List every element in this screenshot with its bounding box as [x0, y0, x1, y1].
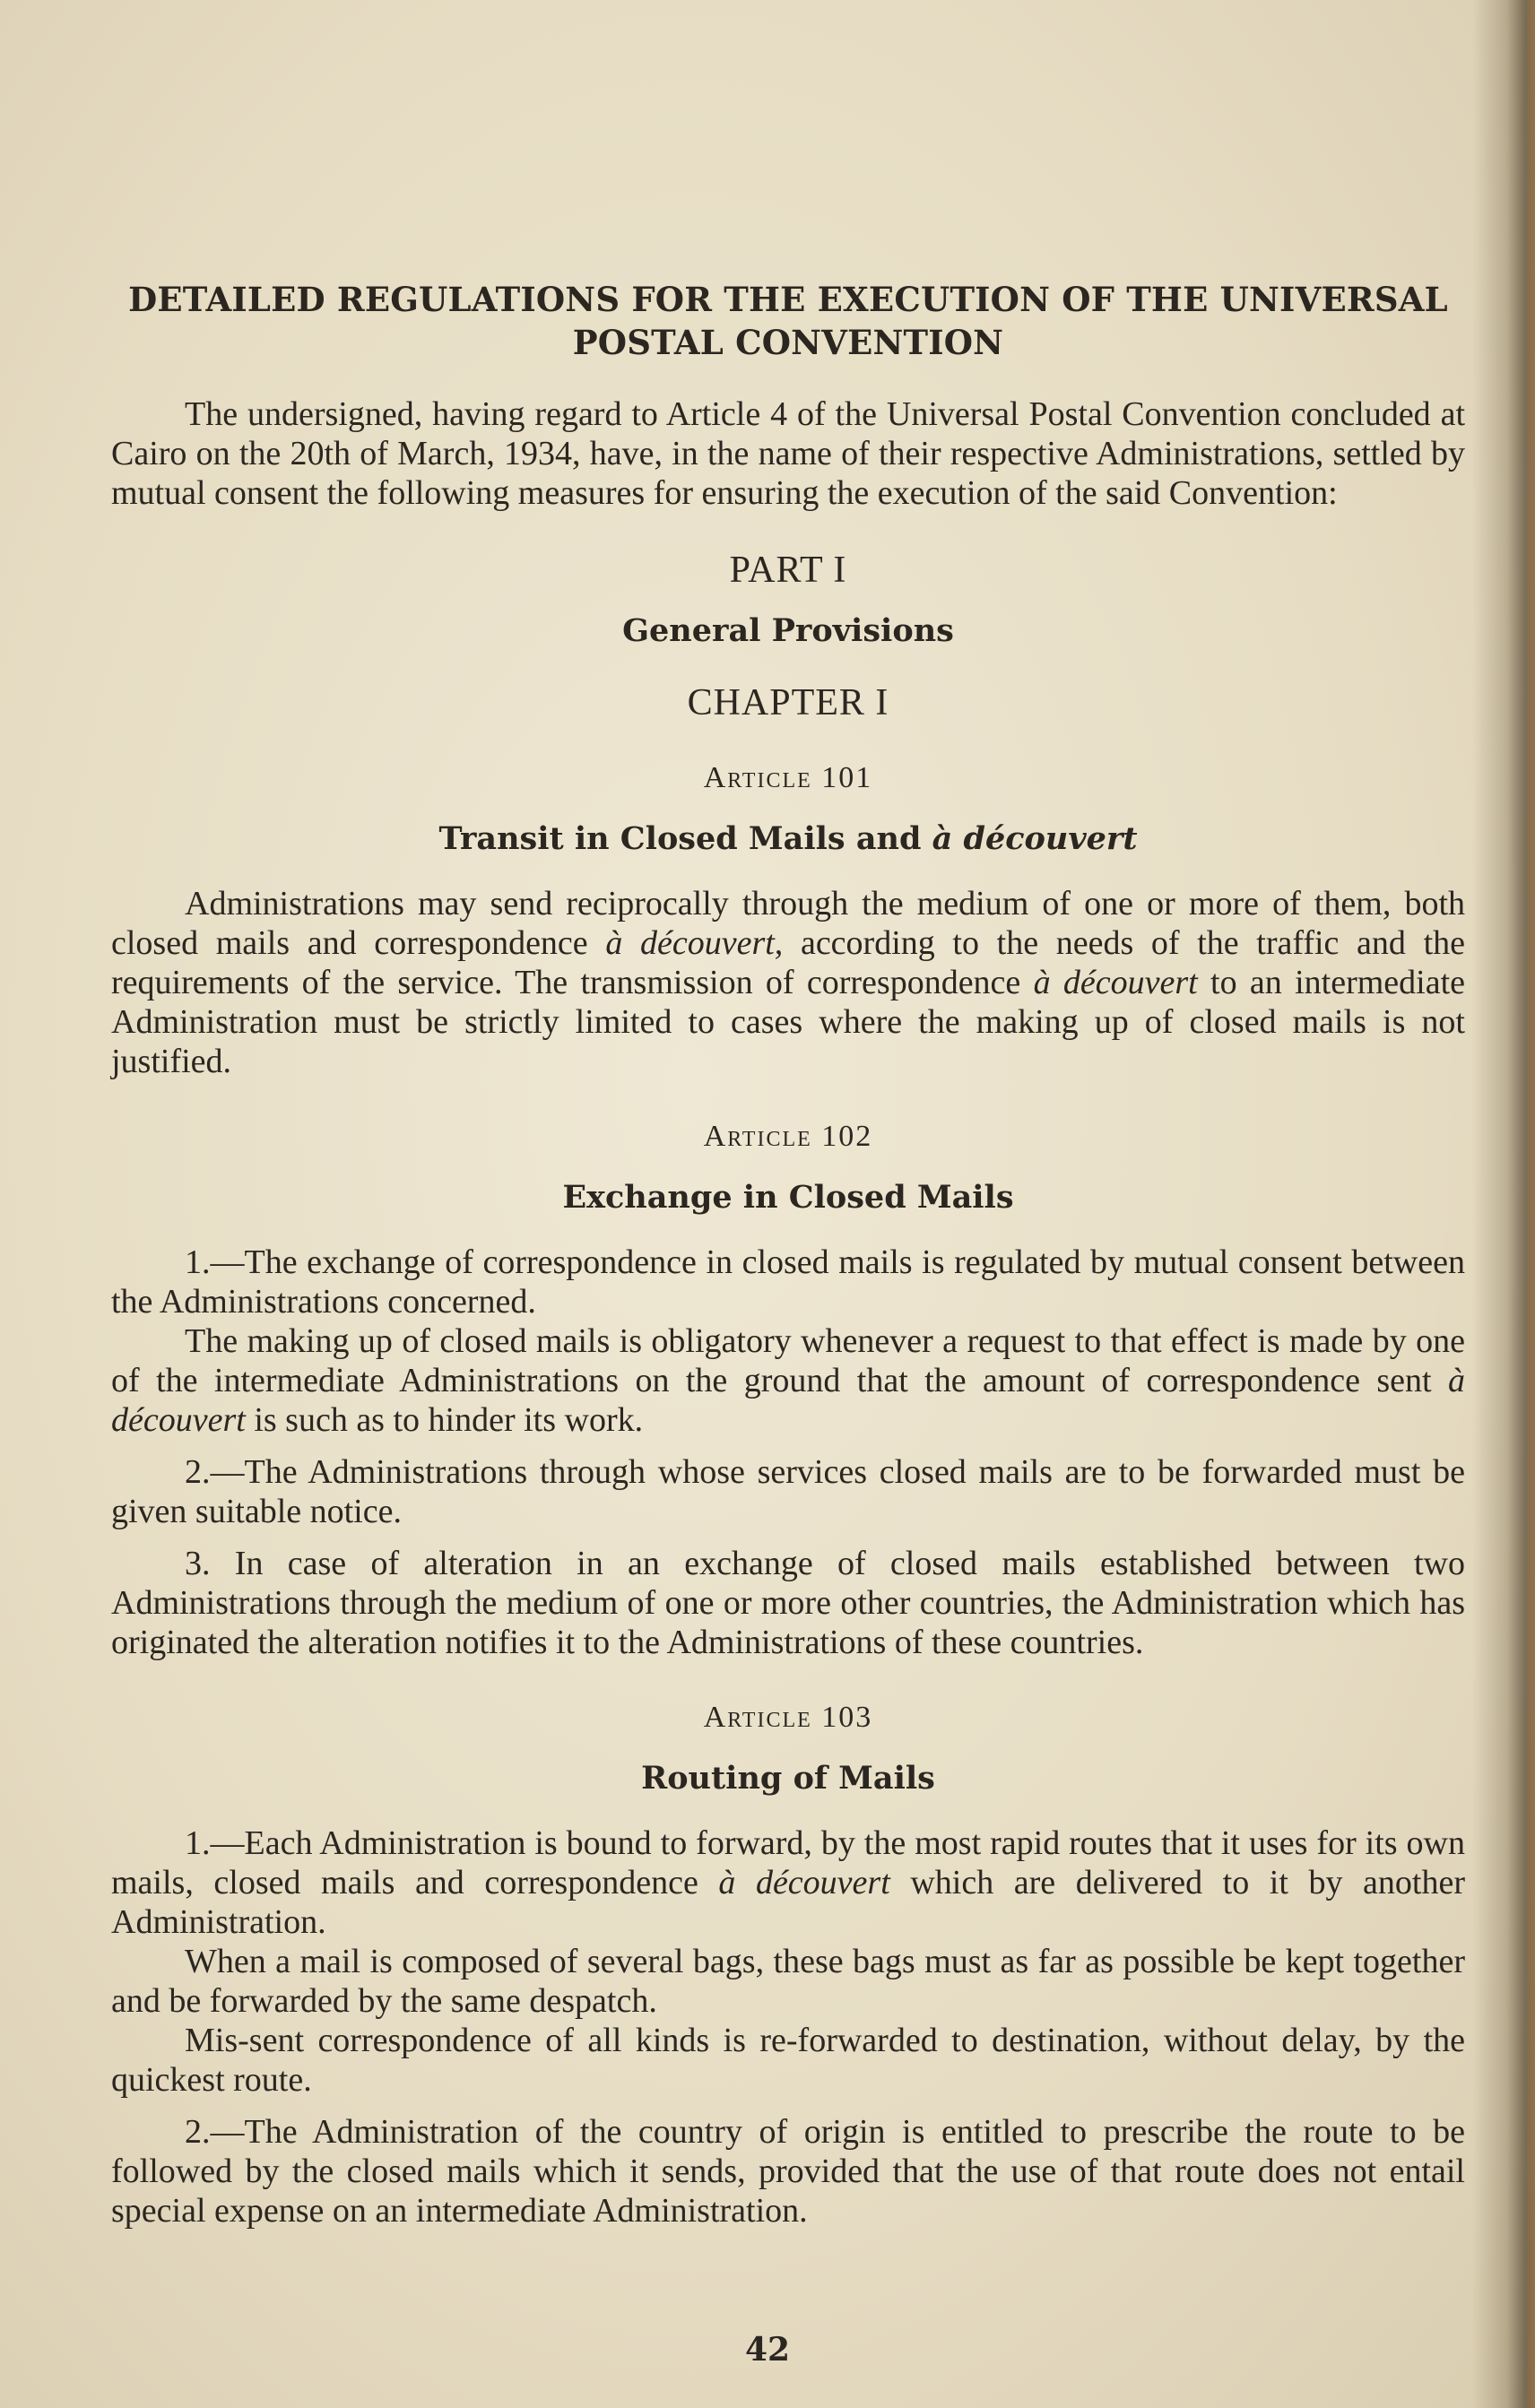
- article-102-number: Article 102: [703, 1120, 873, 1153]
- book-spine-shadow: [1472, 0, 1535, 2408]
- article-103-paragraph-4: 2.—The Administration of the country of origin is entitled to prescribe the route to be followed by the closed mails which it sends, provided that the use of that route does not entail special expense on an intermediate Administration.: [111, 2113, 1465, 2230]
- text-run: 1.—Each Administration is bound to forward, by the most rapid routes that it uses for its own mails, closed mails and correspondence: [111, 1824, 1465, 1901]
- intro-paragraph: The undersigned, having regard to Article 4 of the Universal Postal Convention concluded at Cairo on the 20th of March, 1934, have, in the name of their respective Administrations, settled by mutual consent the following measures for ensuring the execution of the said Convention:: [111, 395, 1465, 512]
- article-101-title: [111, 819, 1465, 859]
- chapter-heading: CHAPTER I: [687, 682, 889, 723]
- text-run: is such as to hinder its work.: [245, 1401, 644, 1439]
- article-101-paragraph: [111, 884, 1465, 1081]
- text-run: which are delivered to it by another Administration.: [111, 1864, 1465, 1941]
- italic-run: à découvert: [718, 1864, 890, 1901]
- part-title: General Provisions: [622, 612, 954, 649]
- text-run: to an intermediate Administration must be strictly limited to cases where the making up of closed mails is not justified.: [111, 964, 1465, 1080]
- page-content: [111, 278, 1465, 2230]
- italic-run: à découvert: [111, 1362, 1465, 1439]
- page-number: 42: [744, 2331, 791, 2369]
- italic-run: à découvert,: [605, 924, 784, 962]
- article-103-title: Routing of Mails: [641, 1760, 935, 1797]
- article-101-title-text: Transit in Closed Mails and: [438, 820, 932, 857]
- article-103-paragraph-2: When a mail is composed of several bags, these bags must as far as possible be kept together and be forwarded by the same despatch.: [111, 1943, 1465, 2020]
- document-title: [111, 278, 1465, 364]
- article-103-paragraph-3: Mis-sent correspondence of all kinds is re-forwarded to destination, without delay, by the quickest route.: [111, 2022, 1465, 2099]
- article-101-number: Article 101: [703, 761, 873, 794]
- title-line-2: POSTAL CONVENTION: [572, 323, 1004, 362]
- article-102-title: Exchange in Closed Mails: [562, 1179, 1014, 1216]
- article-102-paragraph-4: 3. In case of alteration in an exchange of closed mails established between two Administrations through the medium of one or more other countries, the Administration which has originated the alteration notifies it to the Administrations of these countries.: [111, 1545, 1465, 1661]
- article-103-paragraph-1: [111, 1823, 1465, 1942]
- article-102-paragraph-2: [111, 1321, 1465, 1440]
- italic-run: à découvert: [1033, 964, 1198, 1001]
- article-103-number: Article 103: [703, 1701, 873, 1734]
- article-102-paragraph-1: 1.—The exchange of correspondence in closed mails is regulated by mutual consent between the Administrations concerned.: [111, 1243, 1465, 1321]
- article-101-title-italic: à découvert: [932, 820, 1138, 857]
- text-run: The making up of closed mails is obligatory whenever a request to that effect is made by one of the intermediate Administrations on the ground that the amount of correspondence sent: [111, 1322, 1465, 1399]
- text-run: according to the needs of the traffic and the requirements of the service. The transmission of correspondence: [111, 924, 1465, 1001]
- article-102-paragraph-3: 2.—The Administrations through whose services closed mails are to be forwarded must be given suitable notice.: [111, 1453, 1465, 1530]
- part-heading: PART I: [729, 550, 847, 591]
- title-line-1: DETAILED REGULATIONS FOR THE EXECUTION OF THE UNIVERSAL: [128, 280, 1448, 319]
- text-run: Administrations may send reciprocally through the medium of one or more of them, both closed mails and correspondence: [111, 885, 1465, 962]
